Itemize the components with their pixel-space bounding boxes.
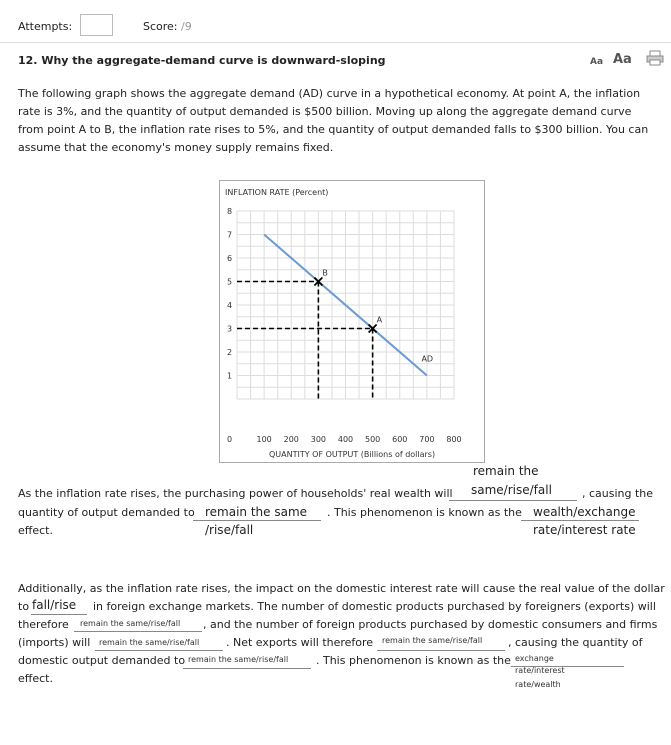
- point-B-label: B: [322, 268, 328, 278]
- dd-imports-underline: [95, 650, 223, 651]
- x-axis-label: QUANTITY OF OUTPUT (Billions of dollars): [269, 450, 436, 459]
- dd3-option-line1[interactable]: wealth/exchange: [533, 505, 636, 519]
- dd3-option-line2[interactable]: rate/interest rate: [533, 523, 636, 537]
- s1-text: As the inflation rate rises, the purchasing power of households' real wealth will: [18, 487, 453, 500]
- question-intro: The following graph shows the aggregate demand (AD) curve in a hypothetical economy. At point A, the inflation rate is 3%, and the quantity of output demanded is $500 billion. Moving up along the aggregate demand curve from point A to B, the inflation rate rises to 5%, and the quantity of output demanded falls to $300 billion. You can assume that the economy's money supply remains fixed.: [18, 87, 649, 154]
- y-tick-label: 2: [227, 348, 233, 357]
- y-tick-label: 7: [227, 230, 233, 240]
- x-tick-label: 0: [227, 435, 233, 444]
- score-value: /9: [181, 20, 192, 33]
- s2-l5b: . This phenomenon is known as the: [316, 654, 511, 667]
- dd-effect-line2[interactable]: rate/interest: [515, 666, 565, 675]
- s2-l3a: therefore: [18, 618, 69, 631]
- s2-text: quantity of output demanded to: [18, 506, 195, 519]
- s2-l2b: in foreign exchange markets. The number of domestic products purchased by foreigners (exports) will: [93, 600, 656, 613]
- y-tick-label: 6: [227, 254, 233, 263]
- x-ticks: [227, 435, 462, 444]
- dd2-option-line2[interactable]: /rise/fall: [205, 523, 254, 537]
- x-tick-label: 700: [419, 435, 435, 444]
- header-divider: [0, 42, 671, 43]
- point-A-label: A: [376, 315, 383, 325]
- x-tick-label: 300: [310, 435, 327, 444]
- dd-output-underline: [183, 668, 311, 669]
- ad-chart: [219, 180, 485, 463]
- x-tick-label: 800: [446, 435, 462, 444]
- font-size-large-button[interactable]: Aa: [613, 52, 632, 67]
- y-axis-label: INFLATION RATE (Percent): [225, 188, 329, 197]
- dd-exports[interactable]: remain the same/rise/fall: [80, 619, 181, 628]
- y-tick-label: 4: [227, 301, 233, 310]
- x-tick-label: 100: [256, 435, 272, 444]
- s2-l6: effect.: [18, 672, 53, 685]
- x-tick-label: 200: [283, 435, 299, 444]
- dd-imports[interactable]: remain the same/rise/fall: [99, 638, 200, 647]
- ad-curve-label: AD: [421, 354, 434, 364]
- s2-l5a: domestic output demanded to: [18, 654, 186, 667]
- print-icon[interactable]: [646, 50, 664, 66]
- s2-end-text: . This phenomenon is known as the: [327, 506, 522, 519]
- font-size-small-button[interactable]: Aa: [590, 57, 604, 67]
- attempts-label: Attempts:: [18, 20, 73, 33]
- s2-l4b: . Net exports will therefore: [226, 636, 374, 649]
- s2-l1: Additionally, as the inflation rate rises, the impact on the domestic interest rate will cause the real value of the dollar: [18, 582, 665, 595]
- question-title: 12. Why the aggregate-demand curve is downward-sloping: [18, 54, 386, 67]
- score-label-text: Score:: [143, 20, 178, 33]
- y-tick-label: 1: [227, 371, 233, 381]
- dd-effect-line3[interactable]: rate/wealth: [515, 680, 561, 689]
- s2-l4a: (imports) will: [18, 636, 91, 649]
- dd-netexports[interactable]: remain the same/rise/fall: [382, 636, 483, 645]
- dd1-option-line1[interactable]: remain the: [473, 464, 539, 478]
- dd-netexports-underline: [377, 650, 505, 651]
- dd2-option-line1[interactable]: remain the same: [205, 505, 308, 519]
- x-tick-label: 400: [337, 435, 354, 444]
- dd1-option-line2[interactable]: same/rise/fall: [471, 483, 552, 497]
- s1-end-text: , causing the: [582, 487, 654, 500]
- s3-text: effect.: [18, 524, 53, 537]
- dd3-underline: [521, 520, 639, 521]
- dd-output[interactable]: remain the same/rise/fall: [188, 655, 289, 664]
- y-tick-label: 8: [227, 207, 233, 216]
- dd-fall-rise-underline: [31, 614, 87, 615]
- dd2-underline: [193, 520, 321, 521]
- y-ticks: [227, 207, 232, 381]
- dd-effect-line1[interactable]: exchange: [515, 654, 554, 663]
- x-tick-label: 500: [364, 435, 381, 444]
- dd-exports-underline: [74, 631, 202, 632]
- s2-l2a: to: [18, 600, 30, 613]
- s2-l4c: , causing the quantity of: [508, 636, 643, 649]
- y-tick-label: 5: [227, 277, 233, 287]
- dd1-underline: [449, 500, 577, 501]
- x-tick-label: 600: [392, 435, 408, 444]
- dd-fall-rise[interactable]: fall/rise: [32, 598, 77, 612]
- score-label: [143, 20, 192, 33]
- y-tick-label: 3: [227, 324, 233, 334]
- attempts-field: [80, 14, 113, 36]
- s2-l3b: , and the number of foreign products purchased by domestic consumers and firms: [203, 618, 658, 631]
